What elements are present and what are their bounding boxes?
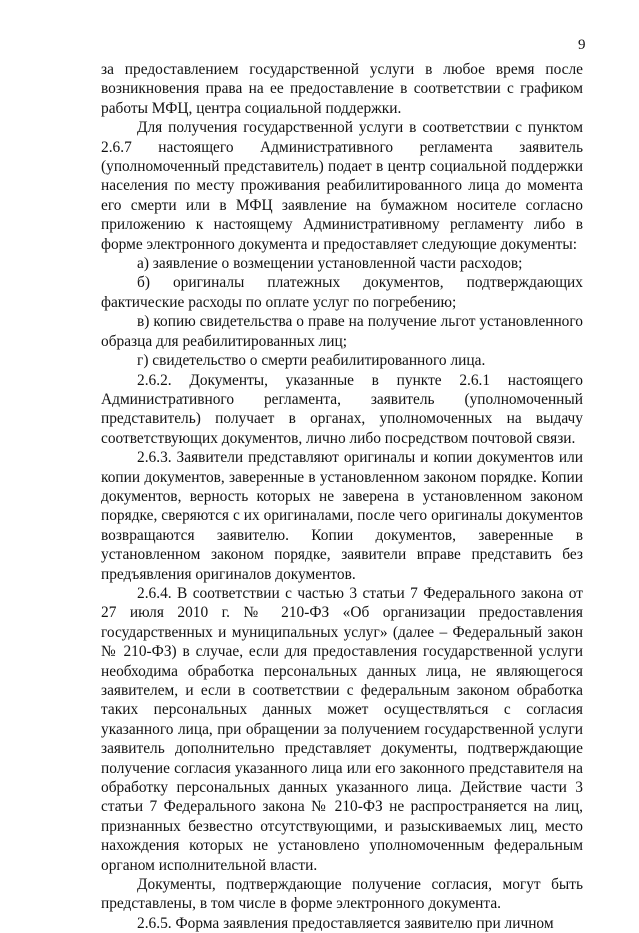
paragraph: за предоставлением государственной услуги в любое время после возникновения права на ее предоставление в соответствии с графиком работы МФЦ, центра социальной поддержки. (101, 61, 583, 117)
paragraph: г) свидетельство о смерти реабилитированного лица. (137, 352, 486, 370)
paragraph: 2.6.5. Форма заявления предоставляется заявителю при личном (137, 914, 554, 932)
paragraph: 2.6.3. Заявители представляют оригиналы и копии документов или копии документов, заверенные в установленном законом порядке. Копии документов, верность которых не заверена в установленном законом порядке, сверяются с их оригиналами, после чего оригиналы документов возвращаются заявителю. Копии документов, заверенные в установленном законом порядке, заявители вправе представить без предъявления оригиналов документов. (101, 449, 583, 583)
paragraph: 2.6.2. Документы, указанные в пункте 2.6.1 настоящего Административного регламента, заявитель (уполномоченный представитель) получает в органах, уполномоченных на выдачу соответствующих документов, лично либо посредством почтовой связи. (101, 371, 583, 447)
paragraph: 2.6.4. В соответствии с частью 3 статьи 7 Федерального закона от 27 июля 2010 г. № 210-ФЗ «Об организации предоставления государственных и муниципальных услуг» (далее – Федеральный закон № 210-ФЗ) в случае, если для предоставления государственной услуги необходима обработка персональных данных лица, не являющегося заявителем, и если в соответствии с федеральным законом обработка таких персональных данных может осуществляться с согласия указанного лица, при обращении за получением государственной услуги заявитель дополнительно представляет документы, подтверждающие получение согласия указанного лица или его законного представителя на обработку персональных данных указанного лица. Действие части 3 статьи 7 Федерального закона № 210-ФЗ не распространяется на лиц, признанных безвестно отсутствующими, и разыскиваемых лиц, место нахождения которых не установлено уполномоченным федеральным органом исполнительной власти. (101, 584, 583, 874)
paragraph: Для получения государственной услуги в соответствии с пунктом 2.6.7 настоящего Административного регламента заявитель (уполномоченный представитель) подает в центр социальной поддержки населения по месту проживания реабилитированного лица до момента его смерти или в МФЦ заявление на бумажном носителе согласно приложению к настоящему Административному регламенту либо в форме электронного документа и предоставляет следующие документы: (101, 119, 583, 253)
paragraph: Документы, подтверждающие получение согласия, могут быть представлены, в том числе в форме электронного документа. (101, 876, 583, 913)
document-body (101, 60, 583, 933)
paragraph: а) заявление о возмещении установленной части расходов; (137, 255, 523, 273)
page-number: 9 (578, 37, 586, 53)
paragraph: в) копию свидетельства о праве на получение льгот установленного образца для реабилитированных лиц; (101, 313, 583, 350)
paragraph: б) оригиналы платежных документов, подтверждающих фактические расходы по оплате услуг по погребению; (101, 274, 583, 311)
